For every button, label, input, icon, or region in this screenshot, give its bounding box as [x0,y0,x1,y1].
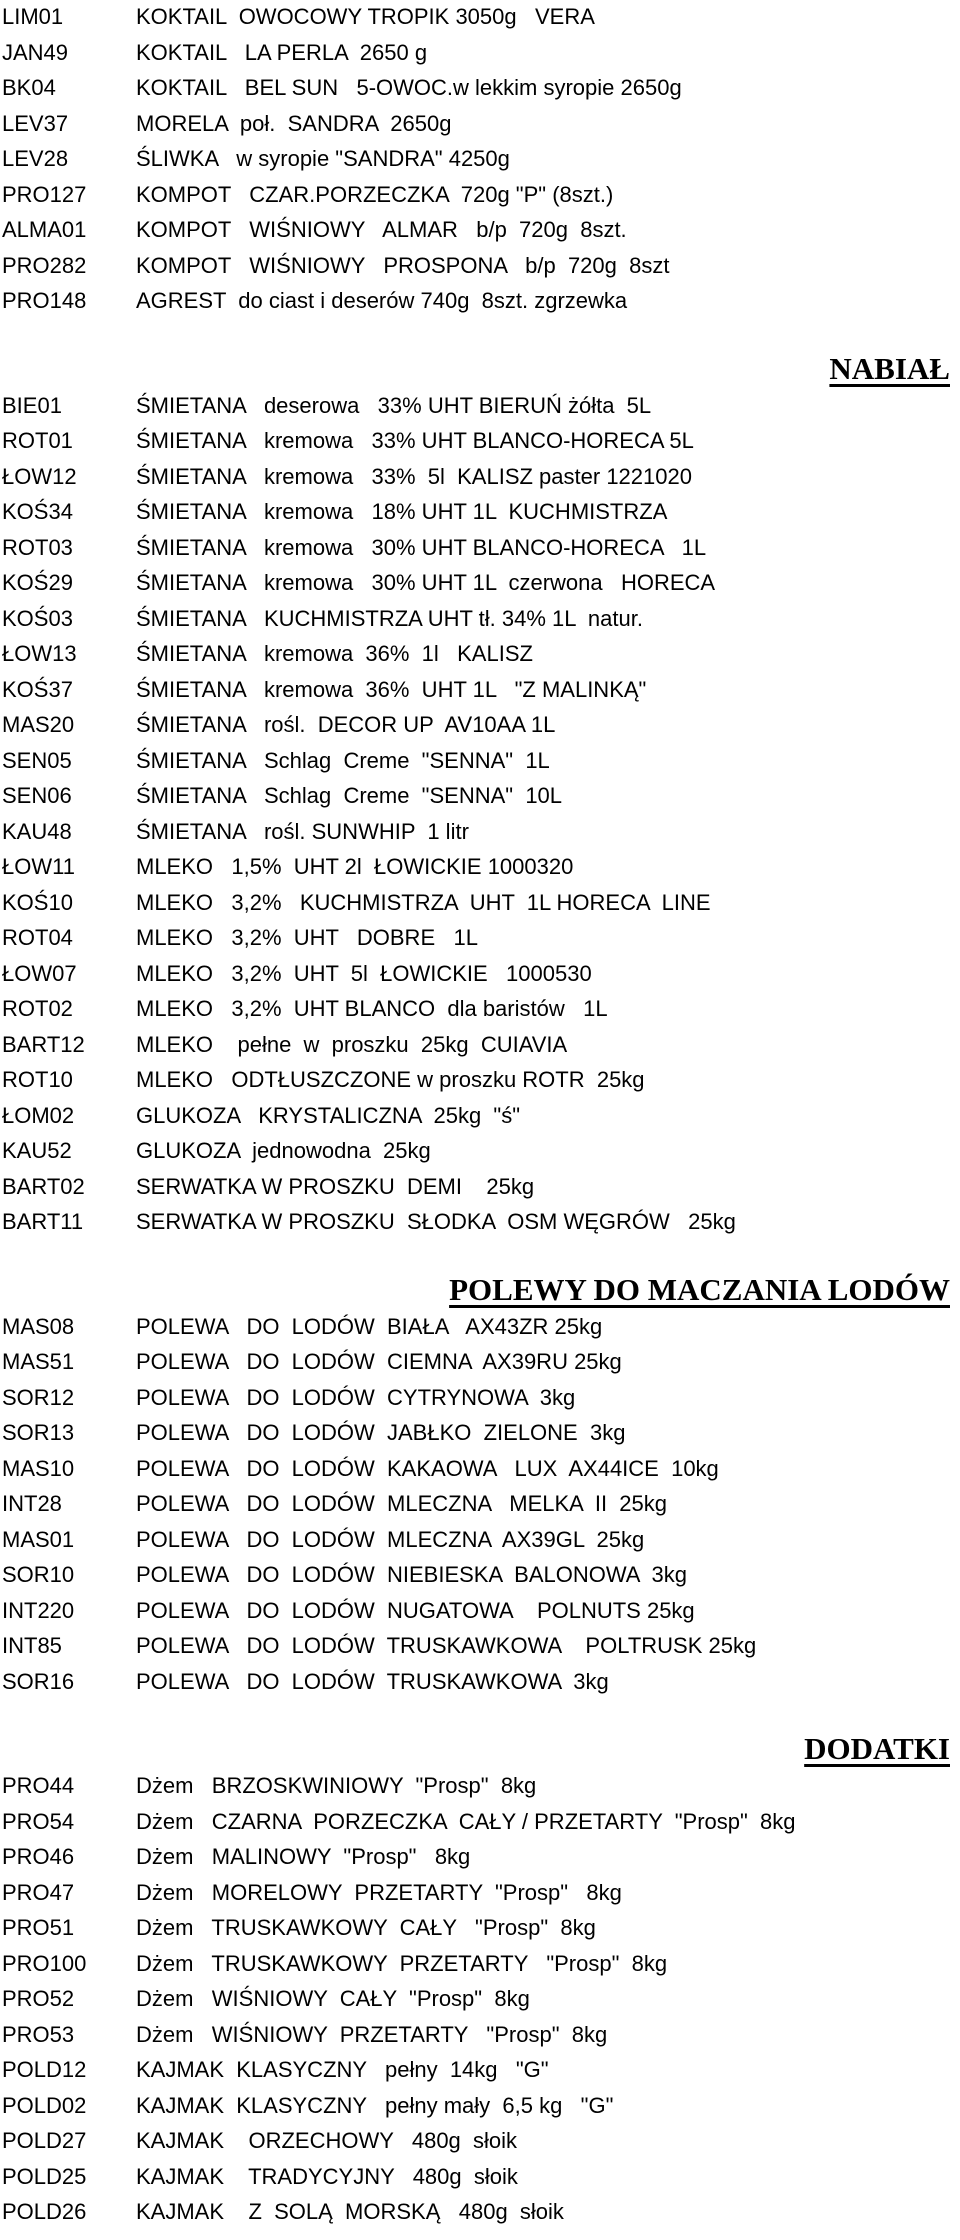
product-description: SERWATKA W PROSZKU DEMI 25kg [136,1174,535,1199]
product-code: MAS01 [2,1527,75,1552]
product-code: PRO52 [2,1986,75,2011]
product-code: ŁOW07 [2,961,77,986]
product-code: PRO148 [2,288,87,313]
product-row [0,1099,960,1133]
product-description: GLUKOZA KRYSTALICZNA 25kg "ś" [136,1103,521,1128]
product-row [0,957,960,991]
product-description: POLEWA DO LODÓW NUGATOWA POLNUTS 25kg [136,1598,695,1623]
product-row [0,531,960,565]
product-code: POLD02 [2,2093,87,2118]
product-row [0,1769,960,1803]
product-row [0,1982,960,2016]
product-description: MLEKO 1,5% UHT 2l ŁOWICKIE 1000320 [136,854,574,879]
product-row [0,213,960,247]
product-row [0,2195,960,2229]
product-code: PRO47 [2,1880,75,1905]
product-code: ROT10 [2,1067,73,1092]
product-code: POLD26 [2,2199,87,2224]
product-description: ŚMIETANA kremowa 33% UHT BLANCO-HORECA 5L [136,428,694,453]
product-row [0,1205,960,1239]
product-row [0,1594,960,1628]
product-row [0,708,960,742]
product-code: BART02 [2,1174,85,1199]
product-description: Dżem WIŚNIOWY PRZETARTY "Prosp" 8kg [136,2022,608,2047]
product-code: BART11 [2,1209,84,1234]
product-description: ŚMIETANA rośl. SUNWHIP 1 litr [136,819,469,844]
product-code: SOR13 [2,1420,75,1445]
product-row [0,673,960,707]
product-code: SOR12 [2,1385,75,1410]
product-code: ŁOW13 [2,641,77,666]
product-code: PRO44 [2,1773,75,1798]
product-row [0,1629,960,1663]
product-description: KOMPOT CZAR.PORZECZKA 720g "P" (8szt.) [136,182,614,207]
product-row [0,2053,960,2087]
product-description: MLEKO 3,2% KUCHMISTRZA UHT 1L HORECA LINE [136,890,711,915]
product-row [0,1416,960,1450]
product-code: PRO100 [2,1951,87,1976]
product-description: ŚMIETANA kremowa 33% 5l KALISZ paster 1221020 [136,464,692,489]
product-description: ŚLIWKA w syropie "SANDRA" 4250g [136,146,510,171]
product-row [0,1345,960,1379]
product-description: POLEWA DO LODÓW CYTRYNOWA 3kg [136,1385,576,1410]
product-row [0,1558,960,1592]
product-code: KAU48 [2,819,72,844]
product-description: ŚMIETANA Schlag Creme "SENNA" 10L [136,783,563,808]
product-description: AGREST do ciast i deserów 740g 8szt. zgrzewka [136,288,628,313]
product-description: ŚMIETANA Schlag Creme "SENNA" 1L [136,748,550,773]
product-code: INT28 [2,1491,62,1516]
product-code: ROT02 [2,996,73,1021]
product-row [0,0,960,34]
product-code: PRO282 [2,253,87,278]
product-code: SEN05 [2,748,72,773]
product-row [0,779,960,813]
product-code: SEN06 [2,783,72,808]
product-description: Dżem CZARNA PORZECZKA CAŁY / PRZETARTY "Prosp" 8kg [136,1809,796,1834]
section-heading: POLEWY DO MACZANIA LODÓW [449,1271,950,1307]
product-code: PRO53 [2,2022,75,2047]
product-description: MLEKO 3,2% UHT BLANCO dla baristów 1L [136,996,608,1021]
product-row [0,921,960,955]
product-description: Dżem MORELOWY PRZETARTY "Prosp" 8kg [136,1880,622,1905]
product-description: ŚMIETANA rośl. DECOR UP AV10AA 1L [136,712,556,737]
section-heading: NABIAŁ [829,350,950,386]
product-row [0,992,960,1026]
product-row [0,2089,960,2123]
product-code: SOR16 [2,1669,75,1694]
product-description: KAJMAK TRADYCYJNY 480g słoik [136,2164,518,2189]
product-row [0,424,960,458]
product-code: PRO127 [2,182,87,207]
product-code: BIE01 [2,393,62,418]
product-description: MLEKO 3,2% UHT DOBRE 1L [136,925,478,950]
product-code: KAU52 [2,1138,72,1163]
product-row [0,1134,960,1168]
product-description: Dżem TRUSKAWKOWY CAŁY "Prosp" 8kg [136,1915,596,1940]
product-description: ŚMIETANA kremowa 30% UHT 1L czerwona HORECA [136,570,716,595]
product-description: GLUKOZA jednowodna 25kg [136,1138,431,1163]
product-description: KOMPOT WIŚNIOWY ALMAR b/p 720g 8szt. [136,217,627,242]
product-row [0,36,960,70]
product-row [0,460,960,494]
product-description: MLEKO ODTŁUSZCZONE w proszku ROTR 25kg [136,1067,645,1092]
product-description: ŚMIETANA deserowa 33% UHT BIERUŃ żółta 5L [136,393,652,418]
product-row [0,249,960,283]
product-row [0,1947,960,1981]
product-row [0,1665,960,1699]
product-code: LIM01 [2,4,64,29]
product-code: PRO54 [2,1809,75,1834]
product-code: ŁOW12 [2,464,77,489]
product-row [0,178,960,212]
product-code: ROT03 [2,535,73,560]
product-code: MAS08 [2,1314,75,1339]
product-row [0,602,960,636]
product-row [0,107,960,141]
product-description: SERWATKA W PROSZKU SŁODKA OSM WĘGRÓW 25kg [136,1209,736,1234]
product-row [0,1063,960,1097]
product-description: KOKTAIL LA PERLA 2650 g [136,40,428,65]
product-description: POLEWA DO LODÓW JABŁKO ZIELONE 3kg [136,1420,626,1445]
product-code: KOŚ37 [2,677,73,702]
product-description: MLEKO pełne w proszku 25kg CUIAVIA [136,1032,568,1057]
product-row [0,2018,960,2052]
product-description: Dżem BRZOSKWINIOWY "Prosp" 8kg [136,1773,537,1798]
product-code: ALMA01 [2,217,87,242]
product-description: POLEWA DO LODÓW BIAŁA AX43ZR 25kg [136,1314,603,1339]
product-row [0,886,960,920]
product-row [0,495,960,529]
product-description: POLEWA DO LODÓW CIEMNA AX39RU 25kg [136,1349,622,1374]
product-description: MORELA poł. SANDRA 2650g [136,111,452,136]
product-row [0,389,960,423]
product-row [0,1876,960,1910]
product-description: Dżem WIŚNIOWY CAŁY "Prosp" 8kg [136,1986,530,2011]
product-description: Dżem MALINOWY "Prosp" 8kg [136,1844,471,1869]
product-code: KOŚ10 [2,890,73,915]
product-row [0,815,960,849]
product-code: INT220 [2,1598,75,1623]
product-description: KAJMAK KLASYCZNY pełny mały 6,5 kg "G" [136,2093,614,2118]
product-description: POLEWA DO LODÓW MLECZNA AX39GL 25kg [136,1527,645,1552]
product-code: POLD25 [2,2164,87,2189]
product-code: ROT04 [2,925,73,950]
product-description: POLEWA DO LODÓW NIEBIESKA BALONOWA 3kg [136,1562,687,1587]
product-row [0,1911,960,1945]
product-code: KOŚ34 [2,499,73,524]
product-row [0,1452,960,1486]
product-row [0,284,960,318]
product-row [0,1381,960,1415]
product-code: MAS51 [2,1349,75,1374]
product-description: POLEWA DO LODÓW MLECZNA MELKA II 25kg [136,1491,667,1516]
product-description: KAJMAK ORZECHOWY 480g słoik [136,2128,518,2153]
product-row [0,2124,960,2158]
product-description: KOMPOT WIŚNIOWY PROSPONA b/p 720g 8szt [136,253,670,278]
product-row [0,744,960,778]
product-code: KOŚ03 [2,606,73,631]
product-description: POLEWA DO LODÓW TRUSKAWKOWA POLTRUSK 25kg [136,1633,757,1658]
product-row [0,1840,960,1874]
product-description: KOKTAIL OWOCOWY TROPIK 3050g VERA [136,4,595,29]
product-code: ŁOM02 [2,1103,75,1128]
product-code: JAN49 [2,40,69,65]
product-row [0,1028,960,1062]
product-code: BK04 [2,75,56,100]
product-code: KOŚ29 [2,570,73,595]
product-code: ROT01 [2,428,73,453]
product-description: MLEKO 3,2% UHT 5l ŁOWICKIE 1000530 [136,961,592,986]
product-code: SOR10 [2,1562,75,1587]
product-code: MAS20 [2,712,75,737]
product-row [0,71,960,105]
product-description: KOKTAIL BEL SUN 5-OWOC.w lekkim syropie 2650g [136,75,682,100]
product-row [0,637,960,671]
product-code: POLD27 [2,2128,87,2153]
product-code: POLD12 [2,2057,87,2082]
product-row [0,1523,960,1557]
product-description: ŚMIETANA KUCHMISTRZA UHT tł. 34% 1L natur. [136,606,643,631]
product-row [0,1310,960,1344]
product-description: KAJMAK Z SOLĄ MORSKĄ 480g słoik [136,2199,564,2224]
product-description: POLEWA DO LODÓW KAKAOWA LUX AX44ICE 10kg [136,1456,719,1481]
product-description: ŚMIETANA kremowa 18% UHT 1L KUCHMISTRZA [136,499,668,524]
product-description: ŚMIETANA kremowa 36% UHT 1L "Z MALINKĄ" [136,677,647,702]
product-code: PRO51 [2,1915,75,1940]
product-description: Dżem TRUSKAWKOWY PRZETARTY "Prosp" 8kg [136,1951,668,1976]
product-row [0,2160,960,2194]
product-row [0,142,960,176]
product-code: LEV28 [2,146,69,171]
product-code: MAS10 [2,1456,75,1481]
product-code: INT85 [2,1633,62,1658]
product-code: ŁOW11 [2,854,75,879]
product-code: PRO46 [2,1844,75,1869]
product-description: POLEWA DO LODÓW TRUSKAWKOWA 3kg [136,1669,609,1694]
product-description: ŚMIETANA kremowa 36% 1l KALISZ [136,641,533,666]
product-row [0,850,960,884]
product-code: BART12 [2,1032,85,1057]
section-heading: DODATKI [804,1731,950,1766]
product-row [0,1805,960,1839]
product-row [0,1487,960,1521]
product-description: KAJMAK KLASYCZNY pełny 14kg "G" [136,2057,549,2082]
product-code: LEV37 [2,111,69,136]
product-row [0,1170,960,1204]
product-description: ŚMIETANA kremowa 30% UHT BLANCO-HORECA 1L [136,535,707,560]
product-row [0,566,960,600]
